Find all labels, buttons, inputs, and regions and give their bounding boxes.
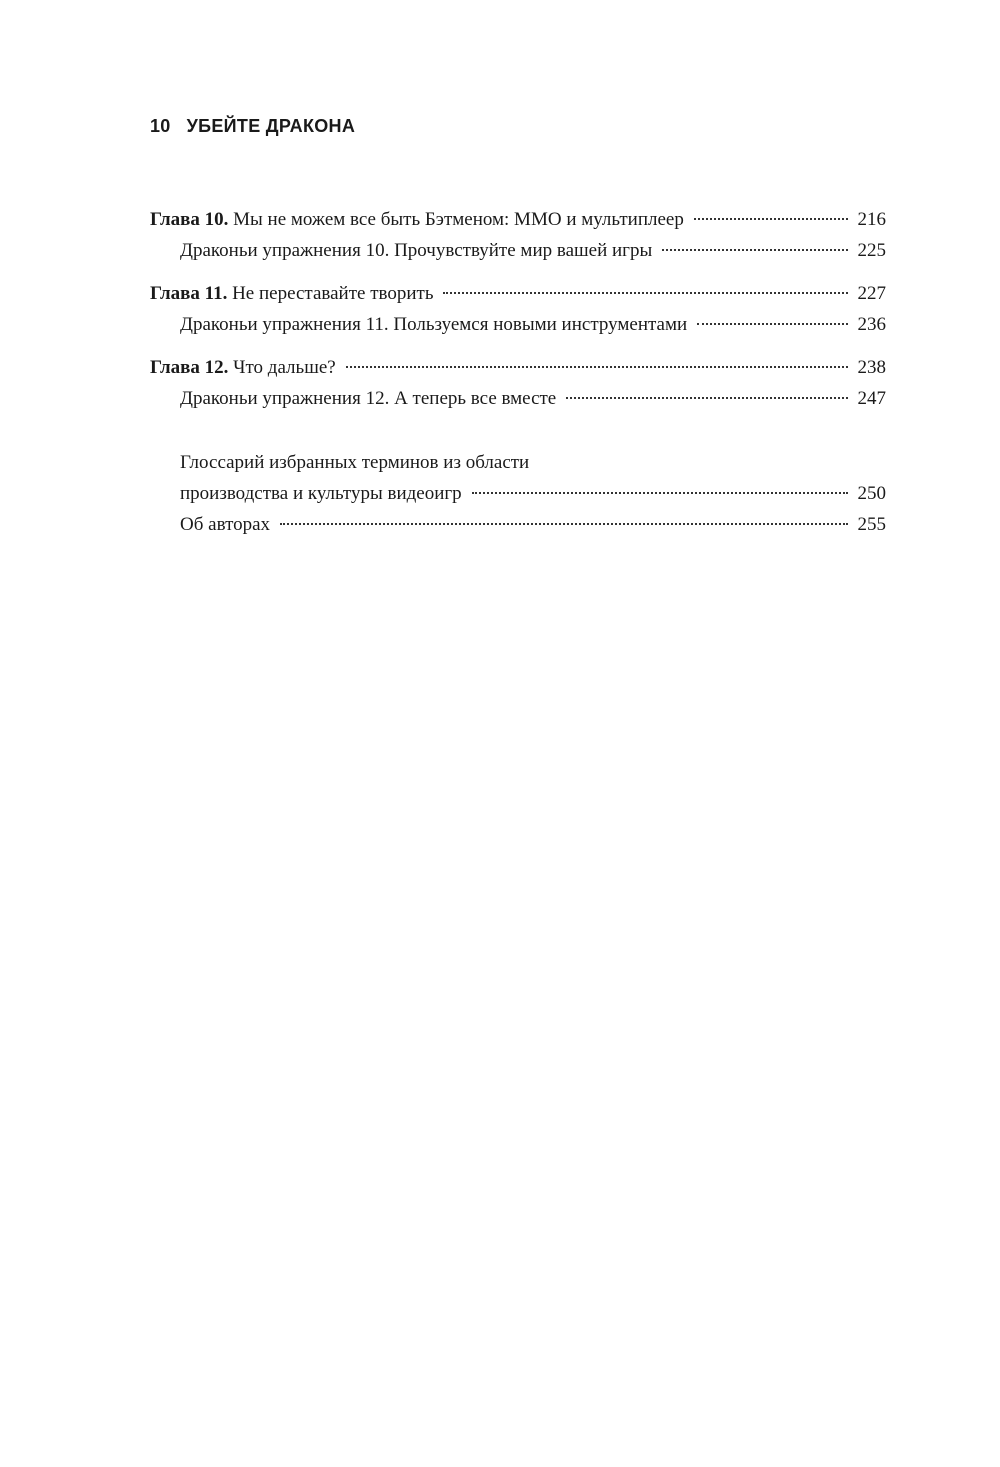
toc-entry-glossary-line-1[interactable] (150, 447, 886, 478)
page-ref: 247 (857, 388, 886, 409)
exercises-title: Драконьи упражнения 10. Прочувствуйте мир вашей игры (180, 240, 653, 261)
chapter-label: Глава 10. (150, 209, 229, 230)
page-ref: 236 (857, 314, 886, 335)
exercises-title: Драконьи упражнения 11. Пользуемся новыми инструментами (180, 314, 688, 335)
dot-leader (472, 492, 848, 494)
book-title: УБЕЙТЕ ДРАКОНА (186, 116, 356, 136)
authors-title: Об авторах (180, 514, 271, 535)
glossary-title-line-1: Глоссарий избранных терминов из области (180, 452, 530, 473)
dot-leader (662, 249, 848, 251)
toc-entry-glossary[interactable] (150, 478, 886, 509)
page-ref: 227 (857, 283, 886, 304)
page-ref: 238 (857, 357, 886, 378)
toc-entry-authors[interactable] (150, 509, 886, 540)
page-ref: 250 (857, 483, 886, 504)
toc-entry-exercises-10[interactable] (150, 235, 886, 266)
toc-entry-chapter-12[interactable] (150, 352, 886, 383)
page-ref: 216 (857, 209, 886, 230)
chapter-label: Глава 12. (150, 357, 229, 378)
toc-entry-exercises-11[interactable] (150, 309, 886, 340)
chapter-title: Мы не можем все быть Бэтменом: ММО и мультиплеер (233, 209, 684, 230)
exercises-title: Драконьи упражнения 12. А теперь все вместе (180, 388, 557, 409)
toc-entry-chapter-10[interactable] (150, 204, 886, 235)
chapter-label: Глава 11. (150, 283, 228, 304)
dot-leader (346, 366, 848, 368)
dot-leader (280, 523, 848, 525)
running-head (150, 116, 355, 137)
dot-leader (443, 292, 848, 294)
glossary-title-line-2: производства и культуры видеоигр (180, 483, 462, 504)
chapter-title: Не переставайте творить (232, 283, 434, 304)
page-ref: 255 (857, 514, 886, 535)
toc-entry-exercises-12[interactable] (150, 383, 886, 414)
page-number: 10 (150, 116, 171, 136)
toc-entry-chapter-11[interactable] (150, 278, 886, 309)
page-ref: 225 (857, 240, 886, 261)
dot-leader (697, 323, 848, 325)
chapter-title: Что дальше? (233, 357, 336, 378)
table-of-contents (150, 204, 886, 540)
dot-leader (694, 218, 848, 220)
dot-leader (566, 397, 848, 399)
